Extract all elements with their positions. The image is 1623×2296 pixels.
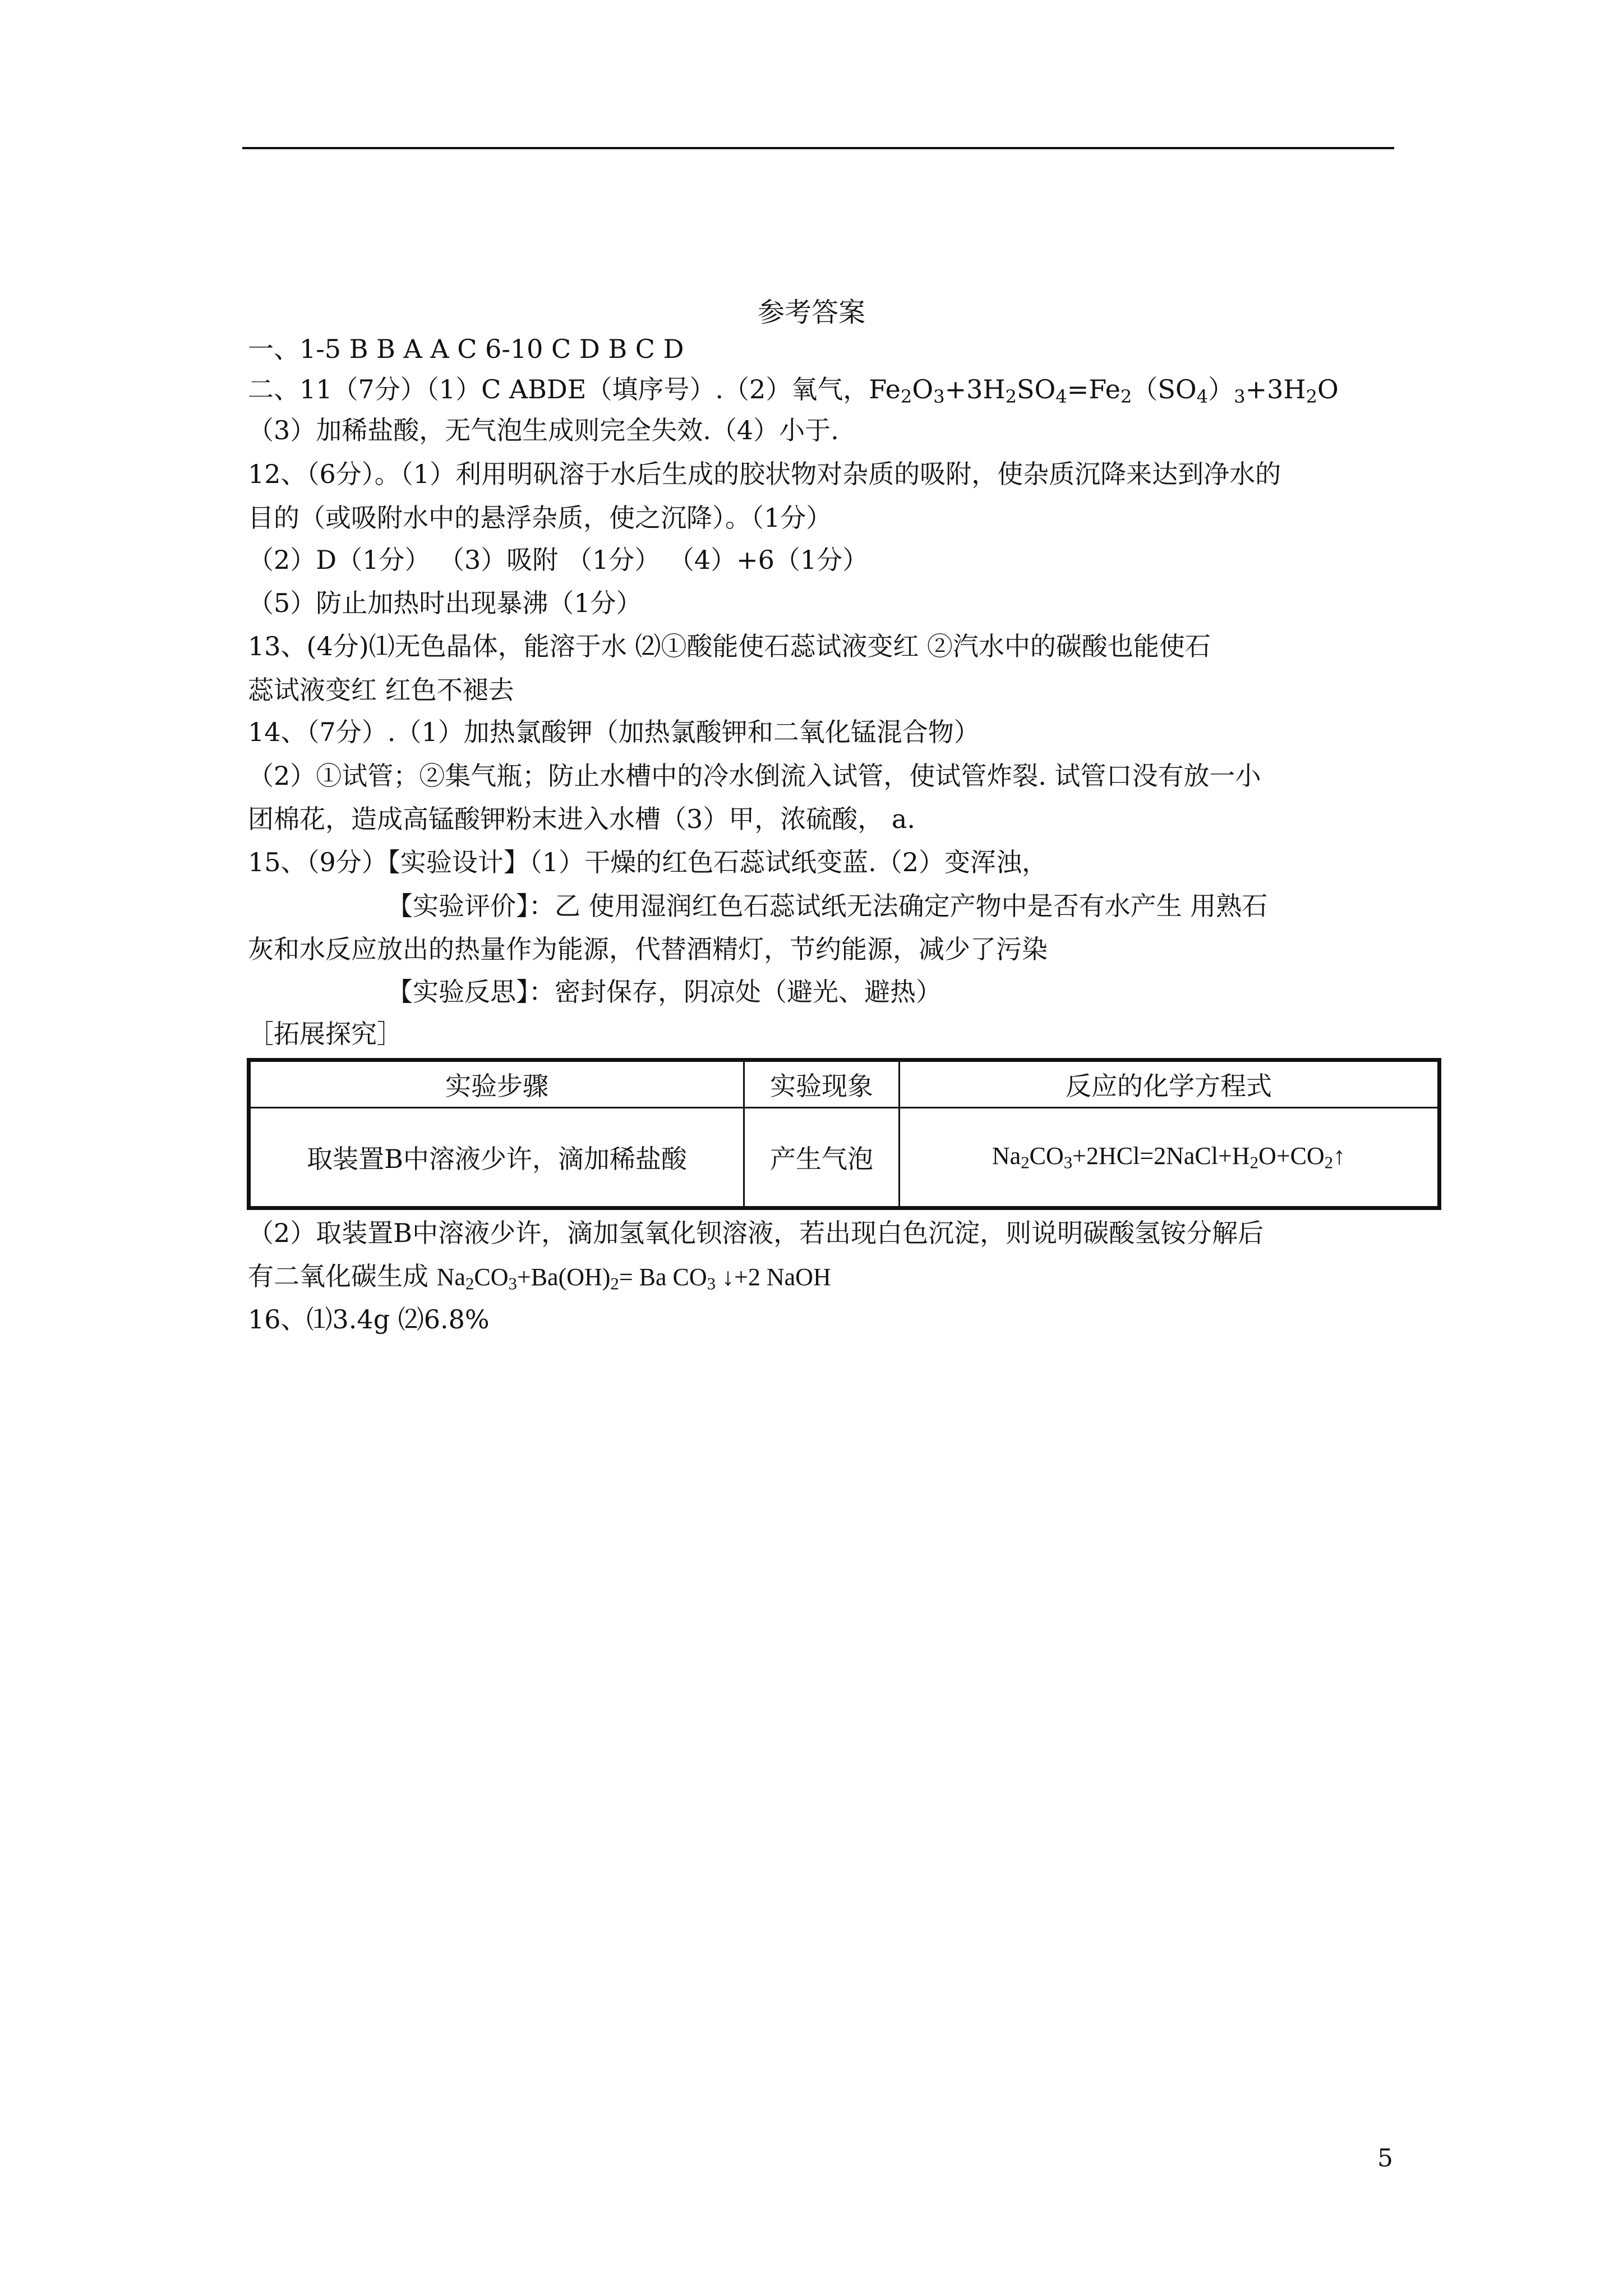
q11-eq-2: 3 xyxy=(933,386,945,408)
q13-line2: 蕊试液变红 红色不褪去 xyxy=(248,675,514,705)
table-header-equation: 反应的化学方程式 xyxy=(900,1060,1440,1108)
q12-line3: （2）D（1分） （3）吸附 （1分） （4）+6（1分） xyxy=(248,545,869,575)
eq2-part-3: 3 xyxy=(508,1274,517,1294)
q11-eq-8: 2 xyxy=(1120,386,1132,408)
q13-line1: 13、(4分)⑴无色晶体，能溶于水 ⑵①酸能使石蕊试液变红 ②汽水中的碳酸也能使石 xyxy=(248,631,1211,661)
q16-answer: 16、⑴3.4g ⑵6.8% xyxy=(248,1304,490,1335)
eq-part-7: 2 xyxy=(1324,1153,1334,1172)
q15-line2: 【实验评价】：乙 使用湿润红色石蕊试纸无法确定产物中是否有水产生 用熟石 xyxy=(387,891,1268,921)
q11-eq-9: （SO xyxy=(1132,374,1197,404)
q11-eq-0: 2 xyxy=(900,386,912,408)
eq2-part-2: CO xyxy=(474,1263,509,1291)
q11-eq-12: 3 xyxy=(1234,386,1246,408)
eq-part-1: 2 xyxy=(1021,1153,1030,1172)
q11-eq-6: 4 xyxy=(1055,386,1067,408)
eq-part-2: CO xyxy=(1029,1142,1064,1170)
after-table-line1: （2）取装置B中溶液少许，滴加氢氧化钡溶液，若出现白色沉淀，则说明碳酸氢铵分解后 xyxy=(248,1218,1264,1248)
q11-eq-14: 2 xyxy=(1306,386,1317,408)
extension-heading: ［拓展探究］ xyxy=(248,1019,403,1049)
q12-line4: （5）防止加热时出现暴沸（1分） xyxy=(248,588,642,618)
eq2-part-8: ↓+2 NaOH xyxy=(716,1263,831,1291)
table-header-phenomenon: 实验现象 xyxy=(744,1060,900,1108)
q11-eq-11: ） xyxy=(1208,374,1234,404)
table-cell-equation xyxy=(900,1108,1440,1208)
table-cell-step: 取装置B中溶液少许，滴加稀盐酸 xyxy=(249,1108,744,1208)
q11-eq-5: SO xyxy=(1017,374,1056,404)
q14-line1: 14、（7分）.（1）加热氯酸钾（加热氯酸钾和二氧化锰混合物） xyxy=(248,717,980,747)
eq2-part-6: = Ba CO xyxy=(619,1263,707,1291)
q11-eq-13: +3H xyxy=(1245,374,1306,404)
q15-line1: 15、（9分）【实验设计】（1）干燥的红色石蕊试纸变蓝.（2）变浑浊， xyxy=(248,847,1048,877)
q15-line4: 【实验反思】：密封保存，阴凉处（避光、避热） xyxy=(387,977,942,1007)
eq2-part-0: Na xyxy=(436,1263,465,1291)
q11-line2: （3）加稀盐酸，无气泡生成则完全失效.（4）小于. xyxy=(248,415,839,445)
table-row xyxy=(249,1108,1440,1208)
eq-part-8: ↑ xyxy=(1333,1142,1346,1170)
eq-part-4: +2HCl=2NaCl+H xyxy=(1072,1142,1250,1170)
eq2-part-7: 3 xyxy=(707,1274,716,1294)
header-rule xyxy=(242,147,1394,149)
eq-part-0: Na xyxy=(992,1142,1021,1170)
q11-eq-10: 4 xyxy=(1196,386,1209,408)
q14-line3: 团棉花，造成高锰酸钾粉末进入水槽（3）甲，浓硫酸， a. xyxy=(248,804,915,834)
eq-part-3: 3 xyxy=(1063,1153,1073,1172)
q15-line3: 灰和水反应放出的热量作为能源，代替酒精灯，节约能源，减少了污染 xyxy=(248,934,1048,964)
page-number: 5 xyxy=(1377,2144,1393,2173)
q11-eq-15: O xyxy=(1317,374,1339,404)
experiment-table xyxy=(247,1058,1441,1210)
q11-eq-7: =Fe xyxy=(1067,374,1121,404)
q12-line2: 目的（或吸附水中的悬浮杂质，使之沉降）。（1分） xyxy=(248,503,832,533)
table-header-row xyxy=(249,1060,1440,1108)
q11-eq-4: 2 xyxy=(1005,386,1017,408)
table-header-step: 实验步骤 xyxy=(249,1060,744,1108)
eq2-part-5: 2 xyxy=(610,1274,619,1294)
table-cell-phenomenon: 产生气泡 xyxy=(744,1108,900,1208)
eq2-part-1: 2 xyxy=(465,1274,474,1294)
q14-line2: （2）①试管；②集气瓶；防止水槽中的冷水倒流入试管，使试管炸裂. 试管口没有放一小 xyxy=(248,761,1261,791)
after-table-line2-text: 有二氧化碳生成 xyxy=(248,1261,437,1291)
q12-line1: 12、（6分）。（1）利用明矾溶于水后生成的胶状物对杂质的吸附，使杂质沉降来达到净水的 xyxy=(248,459,1281,489)
eq2-part-4: +Ba(OH) xyxy=(517,1263,611,1291)
page-title: 参考答案 xyxy=(757,297,865,328)
eq-part-5: 2 xyxy=(1249,1153,1258,1172)
q11-line1 xyxy=(248,372,1339,413)
q11-eq-1: O xyxy=(912,374,934,404)
eq-part-6: O+CO xyxy=(1258,1142,1325,1170)
q11-prefix: 二、11（7分）（1）C ABDE（填序号）.（2）氧气，Fe xyxy=(248,374,901,404)
q11-eq-3: +3H xyxy=(944,374,1006,404)
section1-answers: 一、1-5 B B A A C 6-10 C D B C D xyxy=(248,334,684,364)
after-table-line2 xyxy=(248,1259,831,1301)
after-table-equation xyxy=(436,1263,831,1294)
